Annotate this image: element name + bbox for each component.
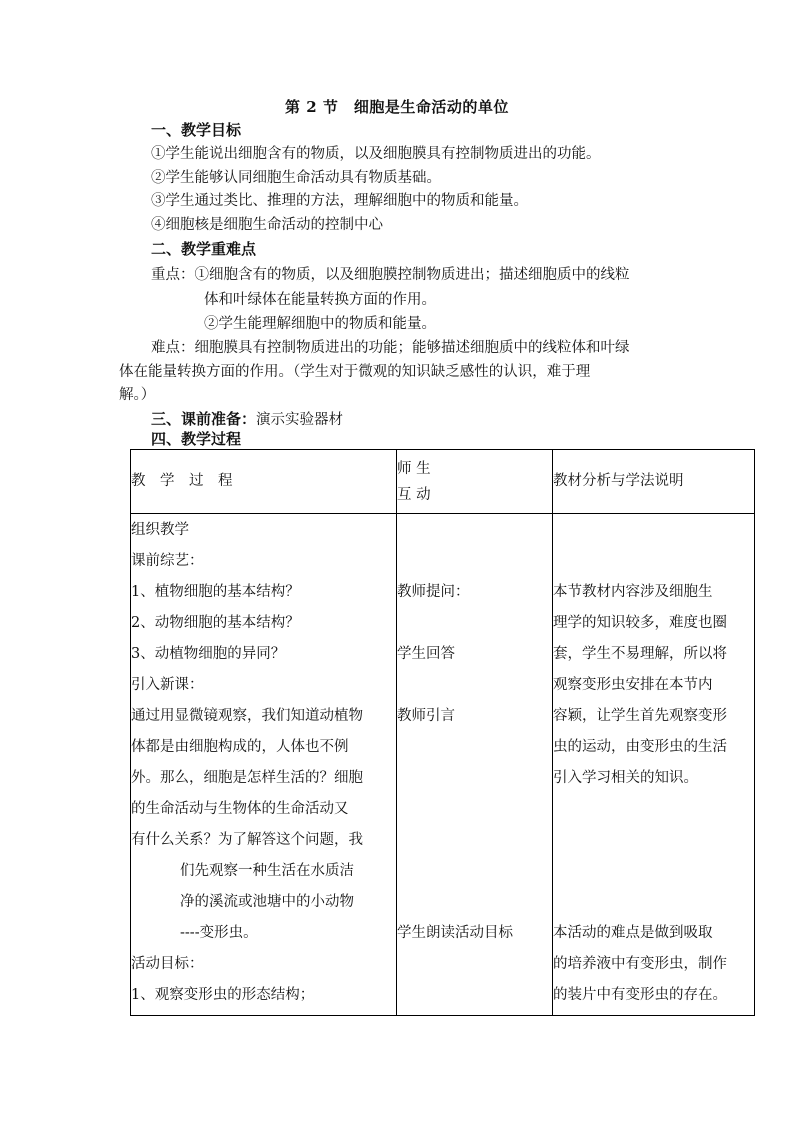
- key-point-line: 体和叶绿体在能量转换方面的作用。: [204, 292, 436, 308]
- table-header-row: [131, 450, 755, 514]
- interaction-cell: [397, 514, 553, 1016]
- analysis-line: 的培养液中有变形虫，制作: [553, 956, 727, 972]
- key-point-line: ②学生能理解细胞中的物质和能量。: [204, 316, 436, 332]
- key-point-line: 重点：①细胞含有的物质，以及细胞膜控制物质进出；描述细胞质中的线粒: [151, 267, 630, 283]
- teaching-process-table: [130, 449, 755, 1016]
- process-line: 净的溪流或池塘中的小动物: [180, 894, 354, 910]
- process-line: 引入新课：: [131, 677, 204, 693]
- table-row: [131, 514, 755, 1016]
- objective-item: ①学生能说出细胞含有的物质，以及细胞膜具有控制物质进出的功能。: [151, 146, 601, 162]
- header-process: 教 学 过 程: [131, 450, 397, 514]
- analysis-line: 的装片中有变形虫的存在。: [553, 987, 727, 1003]
- process-line: 们先观察一种生活在水质洁: [180, 863, 354, 879]
- analysis-line: 本活动的难点是做到吸取: [553, 925, 713, 941]
- page-title: 第 2 节 细胞是生命活动的单位: [285, 98, 509, 116]
- difficulty-line: 难点：细胞膜具有控制物质进出的功能；能够描述细胞质中的线粒体和叶绿: [151, 340, 630, 356]
- process-line: 1、植物细胞的基本结构？: [131, 584, 300, 600]
- process-line: 有什么关系？为了解答这个问题，我: [131, 832, 363, 848]
- difficulty-line: 体在能量转换方面的作用。（学生对于微观的知识缺乏感性的认识，难于理: [119, 364, 591, 380]
- interaction-line: 学生朗读活动目标: [397, 925, 513, 941]
- preparation-line: [151, 409, 343, 430]
- process-cell: [131, 514, 397, 1016]
- analysis-cell: [553, 514, 755, 1016]
- analysis-line: 套，学生不易理解，所以将: [553, 646, 727, 662]
- section-heading-preparation: 三、课前准备：: [151, 410, 257, 428]
- process-line: 组织教学: [131, 522, 189, 538]
- process-line: ----变形虫。: [180, 925, 258, 941]
- process-line: 外。那么，细胞是怎样生活的？细胞: [131, 770, 363, 786]
- objective-item: ③学生通过类比、推理的方法，理解细胞中的物质和能量。: [151, 193, 528, 209]
- analysis-line: 观察变形虫安排在本节内: [553, 677, 713, 693]
- process-line: 通过用显微镜观察，我们知道动植物: [131, 708, 363, 724]
- header-interaction: 师 生 互 动: [397, 450, 553, 514]
- analysis-line: 理学的知识较多，难度也圈: [553, 615, 727, 631]
- analysis-line: 引入学习相关的知识。: [553, 770, 698, 786]
- analysis-line: 虫的运动，由变形虫的生活: [553, 739, 727, 755]
- analysis-line: 本节教材内容涉及细胞生: [553, 584, 713, 600]
- section-heading-key-points: 二、教学重难点: [151, 240, 257, 258]
- section-heading-objectives: 一、教学目标: [151, 121, 242, 139]
- objective-item: ②学生能够认同细胞生命活动具有物质基础。: [151, 170, 441, 186]
- process-line: 课前综艺：: [131, 553, 204, 569]
- process-line: 2、动物细胞的基本结构？: [131, 615, 300, 631]
- section-heading-process: 四、教学过程: [151, 430, 242, 448]
- analysis-line: 容颖，让学生首先观察变形: [553, 708, 727, 724]
- process-line: 3、动植物细胞的异同？: [131, 646, 286, 662]
- interaction-line: 教师引言: [397, 708, 455, 724]
- interaction-line: 教师提问：: [397, 584, 470, 600]
- process-line: 1、观察变形虫的形态结构；: [131, 987, 315, 1003]
- process-line: 活动目标：: [131, 956, 204, 972]
- header-analysis: 教材分析与学法说明: [553, 450, 755, 514]
- interaction-line: 学生回答: [397, 646, 455, 662]
- process-line: 体都是由细胞构成的，人体也不例: [131, 739, 349, 755]
- objective-item: ④细胞核是细胞生命活动的控制中心: [151, 217, 383, 233]
- process-line: 的生命活动与生物体的生命活动又: [131, 801, 349, 817]
- difficulty-line: 解。）: [119, 387, 156, 403]
- preparation-text: 演示实验器材: [256, 412, 344, 428]
